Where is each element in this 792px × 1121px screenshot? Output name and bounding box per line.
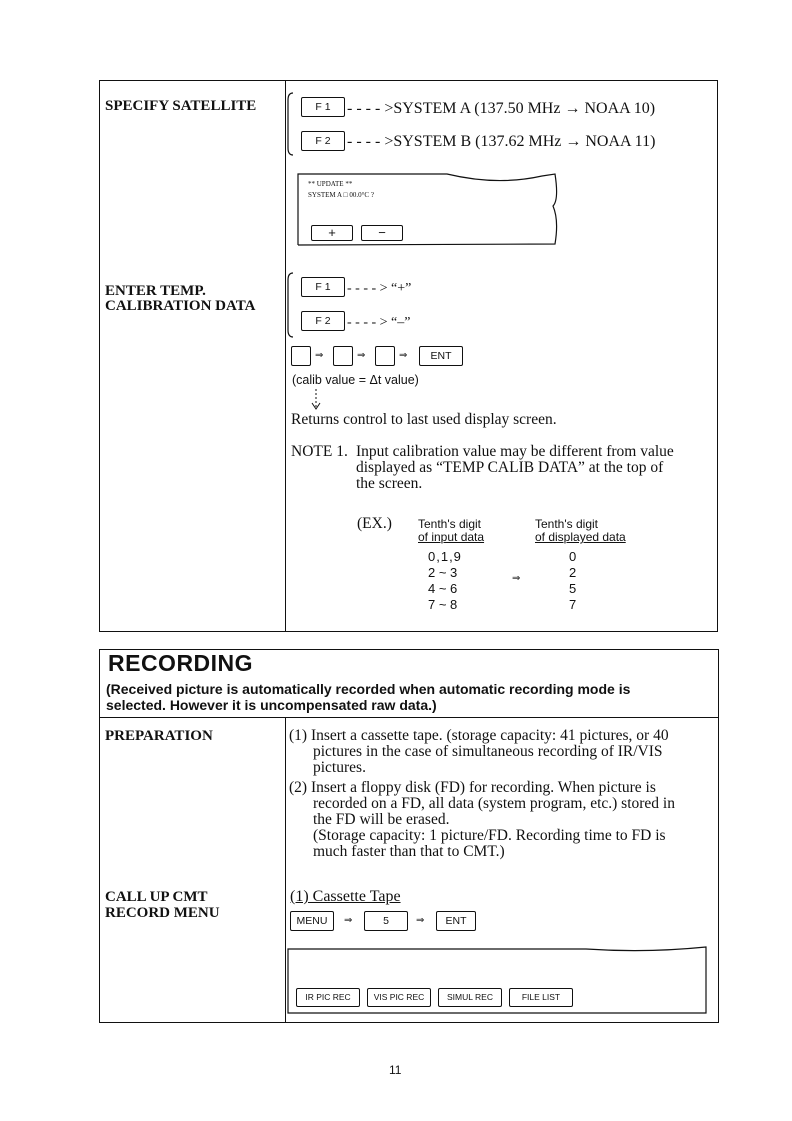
- f1-key[interactable]: F 1: [301, 97, 345, 117]
- cmt-label-2: RECORD MENU: [105, 905, 220, 921]
- f2-key[interactable]: F 2: [301, 131, 345, 151]
- arrow-down-icon: [311, 389, 321, 411]
- note-line-3: the screen.: [356, 475, 423, 492]
- example-display-2: 5: [569, 581, 577, 596]
- note-line-1: Input calibration value may be different from value: [356, 443, 674, 460]
- prep-item2-line1: (2) Insert a floppy disk (FD) for recording. When picture is: [289, 779, 656, 796]
- brace-icon: [286, 272, 294, 338]
- example-display-0: 0: [569, 549, 577, 564]
- arrow-right-icon: ⇒: [399, 350, 408, 361]
- specify-satellite-label: SPECIFY SATELLITE: [105, 98, 257, 114]
- prep-item1-line2: pictures in the case of simultaneous recording of IR/VIS: [313, 743, 663, 760]
- example-input-0: 0,1,9: [428, 549, 462, 564]
- note-prefix: NOTE 1.: [291, 443, 348, 460]
- example-col1-head2: of input data: [418, 530, 485, 544]
- recording-title: RECORDING: [108, 650, 254, 676]
- example-prefix: (EX.): [357, 515, 392, 532]
- digit-box-2[interactable]: [333, 346, 353, 366]
- ir-pic-rec-softkey[interactable]: IR PIC REC: [296, 988, 360, 1007]
- cmt-label-1: CALL UP CMT: [105, 889, 208, 905]
- recording-header-divider: [99, 717, 719, 718]
- plus-key[interactable]: +: [311, 225, 353, 241]
- upper-table-divider: [285, 80, 286, 632]
- file-list-softkey[interactable]: FILE LIST: [509, 988, 573, 1007]
- simul-rec-softkey[interactable]: SIMUL REC: [438, 988, 502, 1007]
- minus-key[interactable]: −: [361, 225, 403, 241]
- example-input-2: 4 ~ 6: [428, 581, 458, 596]
- arrow-right-icon: ⇒: [512, 573, 521, 584]
- vis-pic-rec-softkey[interactable]: VIS PIC REC: [367, 988, 431, 1007]
- arrow-right-icon: ⇒: [344, 915, 353, 926]
- digit-box-1[interactable]: [291, 346, 311, 366]
- calib-value-note: (calib value = Δt value): [292, 373, 419, 387]
- example-col1-head1: Tenth's digit: [418, 517, 481, 531]
- page-number: 11: [389, 1063, 402, 1077]
- prep-item1-line3: pictures.: [313, 759, 366, 776]
- temp-calib-label-2: CALIBRATION DATA: [105, 298, 256, 314]
- five-key[interactable]: 5: [364, 911, 408, 931]
- returns-text: Returns control to last used display screen.: [291, 411, 557, 428]
- example-display-1: 2: [569, 565, 577, 580]
- temp-calib-label-1: ENTER TEMP.: [105, 283, 206, 299]
- example-display-3: 7: [569, 597, 577, 612]
- upper-table: [99, 80, 718, 632]
- cassette-tape-heading: (1) Cassette Tape: [290, 888, 401, 905]
- plus-sign-text: - - - - > “+”: [347, 281, 412, 296]
- recording-subtitle-1: (Received picture is automatically recorded when automatic recording mode is: [106, 681, 631, 697]
- arrow-right-icon: ⇒: [357, 350, 366, 361]
- example-input-3: 7 ~ 8: [428, 597, 458, 612]
- note-line-2: displayed as “TEMP CALIB DATA” at the top of: [356, 459, 664, 476]
- preparation-label: PREPARATION: [105, 728, 213, 744]
- brace-icon: [286, 92, 294, 156]
- example-col2-head2: of displayed data: [535, 530, 626, 544]
- digit-box-3[interactable]: [375, 346, 395, 366]
- prep-item2-line3: the FD will be erased.: [313, 811, 450, 828]
- recording-subtitle-2: selected. However it is uncompensated raw data.): [106, 697, 437, 713]
- arrow-right-icon: ⇒: [416, 915, 425, 926]
- example-input-1: 2 ~ 3: [428, 565, 458, 580]
- system-b-text: - - - - >SYSTEM B (137.62 MHz → NOAA 11): [347, 133, 656, 150]
- f1-key-calib[interactable]: F 1: [301, 277, 345, 297]
- f2-key-calib[interactable]: F 2: [301, 311, 345, 331]
- system-a-text: - - - - >SYSTEM A (137.50 MHz → NOAA 10): [347, 100, 656, 117]
- prep-item1-line1: (1) Insert a cassette tape. (storage capacity: 41 pictures, or 40: [289, 727, 669, 744]
- update-screen-line2: SYSTEM A □ 00.0°C ?: [308, 191, 374, 199]
- enter-key[interactable]: ENT: [419, 346, 463, 366]
- example-col2-head1: Tenth's digit: [535, 517, 598, 531]
- update-screen-line1: ** UPDATE **: [308, 180, 353, 188]
- prep-item2-line2: recorded on a FD, all data (system program, etc.) stored in: [313, 795, 675, 812]
- minus-sign-text: - - - - > “–”: [347, 315, 411, 330]
- ent-key[interactable]: ENT: [436, 911, 476, 931]
- prep-item2-line5: much faster than that to CMT.): [313, 843, 505, 860]
- arrow-right-icon: ⇒: [315, 350, 324, 361]
- prep-item2-line4: (Storage capacity: 1 picture/FD. Recording time to FD is: [313, 827, 666, 844]
- menu-key[interactable]: MENU: [290, 911, 334, 931]
